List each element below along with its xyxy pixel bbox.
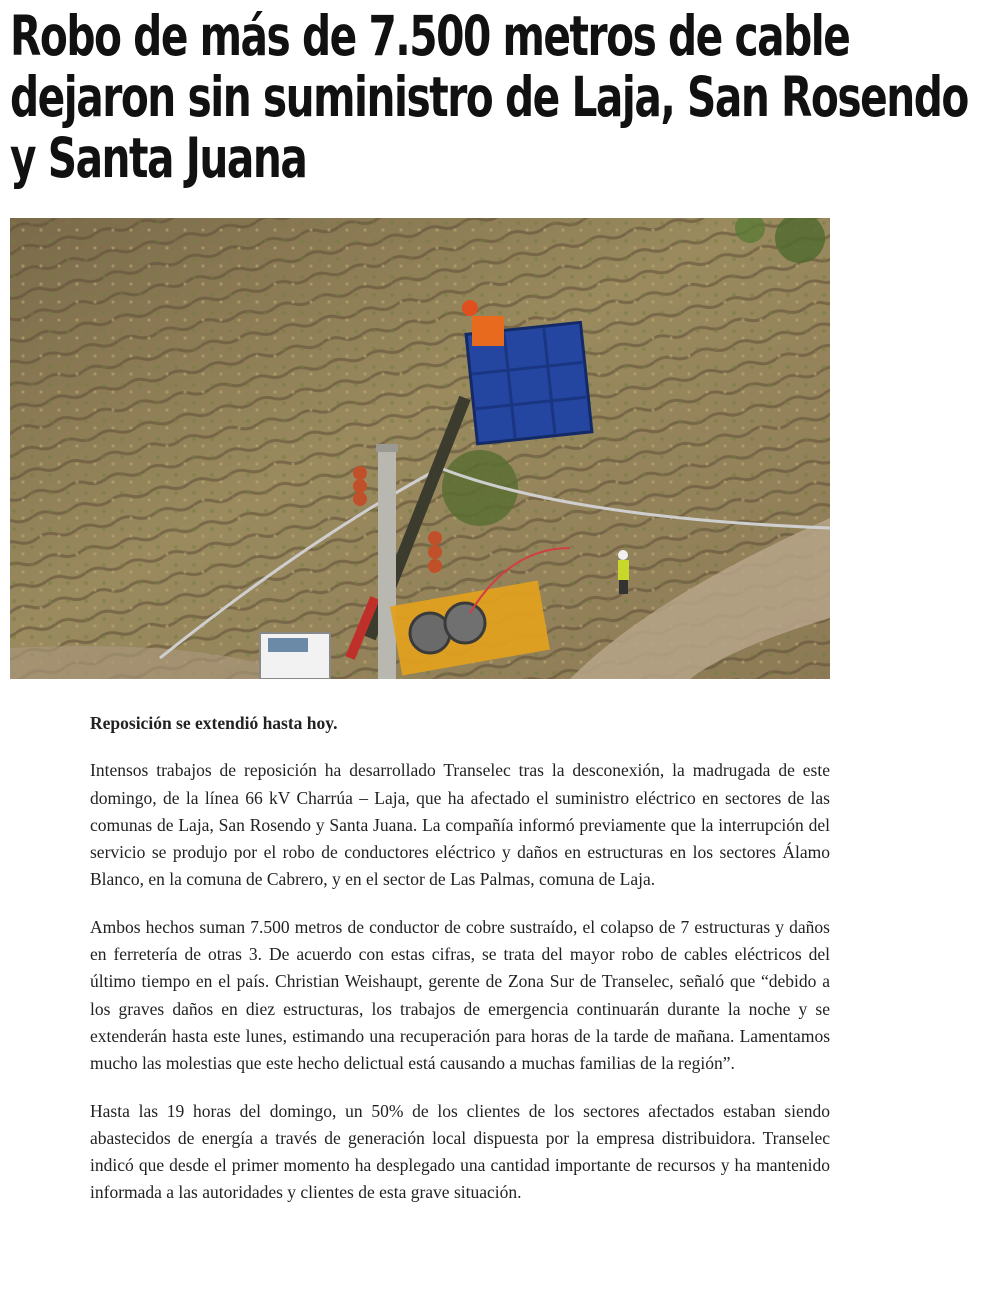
article-paragraph: Ambos hechos suman 7.500 metros de conductor de cobre sustraído, el colapso de 7 estructuras y daños en ferretería de otras 3. De acuerdo con estas cifras, se trata del mayor robo de cables eléctricos del último tiempo en el país. Christian Weishaupt, gerente de Zona Sur de Transelec, señaló que “debido a los graves daños en diez estructuras, los trabajos de emergencia continuarán durante la noche y se extenderán hasta este lunes, estimando una recuperación para horas de la tarde de mañana. Lamentamos mucho las molestias que este hecho delictual está causando a muchas familias de la región”.	[90, 916, 830, 1074]
article-body	[90, 710, 830, 1227]
article-paragraph: Intensos trabajos de reposición ha desarrollado Transelec tras la desconexión, la madrugada de este domingo, de la línea 66 kV Charrúa – Laja, que ha afectado el suministro eléctrico en sectores de las comunas de Laja, San Rosendo y Santa Juana. La compañía informó previamente que la interrupción del servicio se produjo por el robo de conductores eléctrico y daños en estructuras en los sectores Álamo Blanco, en la comuna de Cabrero, y en el sector de Las Palmas, comuna de Laja.	[90, 760, 830, 890]
article-lead: Reposición se extendió hasta hoy.	[90, 713, 338, 733]
article-paragraph: Hasta las 19 horas del domingo, un 50% de los clientes de los sectores afectados estaban siendo abastecidos de energía a través de generación local dispuesta por la empresa distribuidora. Transelec indicó que desde el primer momento ha desplegado una cantidad importante de recursos y ha mantenido informada a las autoridades y clientes de esta grave situación.	[90, 1100, 830, 1203]
article-hero-photo	[10, 218, 830, 679]
article-headline: Robo de más de 7.500 metros de cable dejaron sin suministro de Laja, San Rosendo y Santa Juana	[10, 4, 968, 190]
